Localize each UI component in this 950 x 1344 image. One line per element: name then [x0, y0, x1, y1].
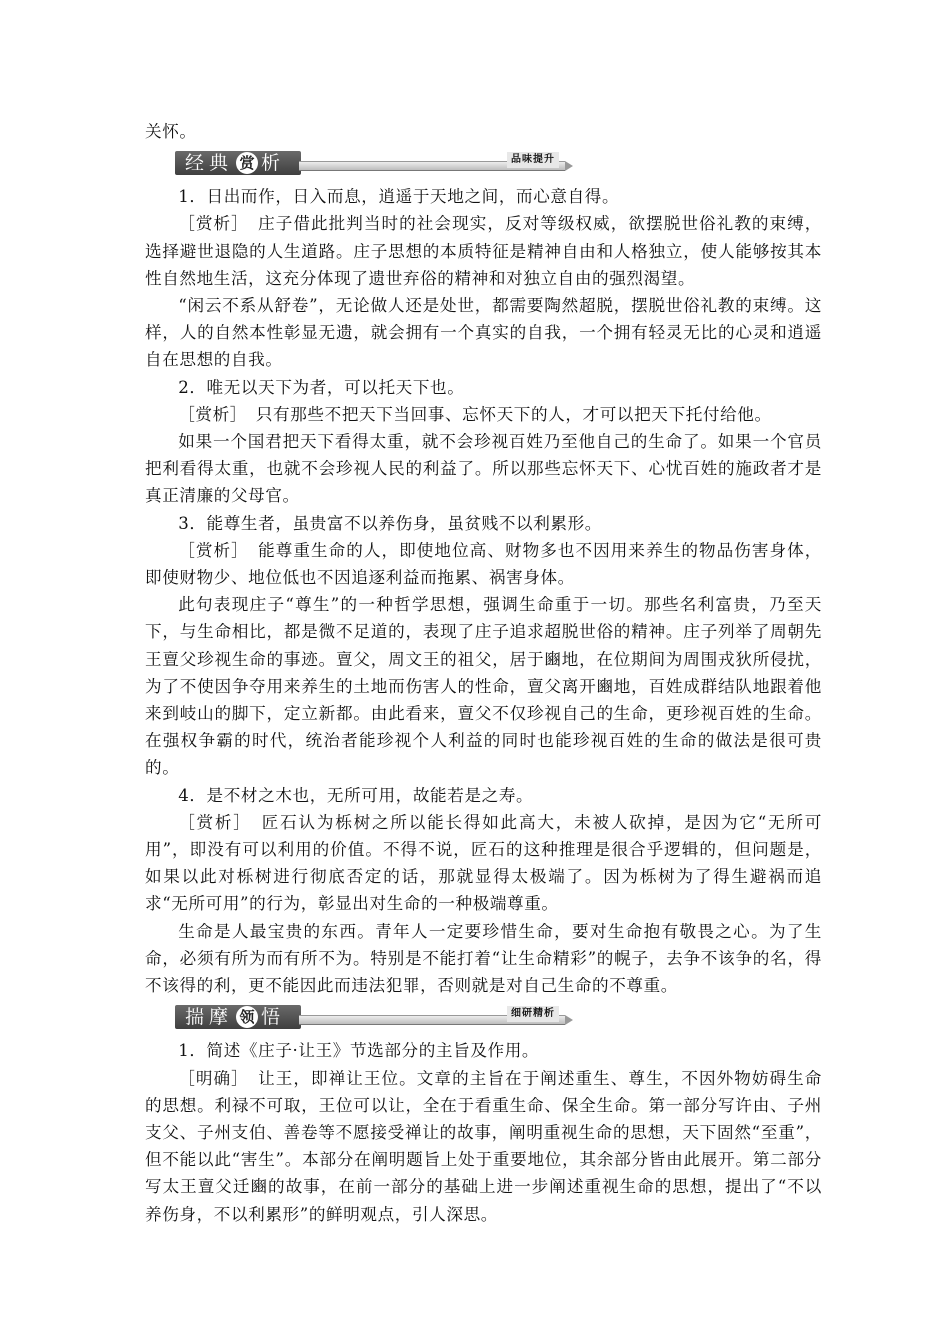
paragraph: 1．简述《庄子·让王》节选部分的主旨及作用。: [178, 1041, 540, 1061]
top-line: 关怀。: [145, 122, 197, 141]
paragraph: 生命是人最宝贵的东西。青年人一定要珍惜生命，要对生命抱有敬畏之心。为了生命，必须有所为而有所不为。特别是不能打着“让生命精彩”的幌子，去争不该争的名，得不该得的利，更不能因此而违法犯罪，否则就是对自己生命的不尊重。: [145, 921, 822, 996]
banner-title-part-b: 悟: [261, 1006, 286, 1029]
paragraph: ［赏析］ 庄子借此批判当时的社会现实，反对等级权威，欲摆脱世俗礼教的束缚，选择避世退隐的人生道路。庄子思想的本质特征是精神自由和人格独立，使人能够按其本性自然地生活，这充分体现了遗世弃俗的精神和对独立自由的强烈渴望。: [145, 214, 822, 288]
paragraph: 1．日出而作，日入而息，逍遥于天地之间，而心意自得。: [178, 187, 620, 207]
banner-title-part-a: 揣摩: [185, 1006, 234, 1029]
banner-tag: 细研精析: [507, 1006, 559, 1022]
banner-title-circle: 领: [236, 1006, 258, 1028]
banner-title: [185, 151, 285, 175]
paragraph: ［明确］ 让王，即禅让王位。文章的主旨在于阐述重生、尊生，不因外物妨碍生命的思想。利禄不可取，王位可以让，全在于看重生命、保全生命。第一部分写许由、子州支父、子州支伯、善卷等不愿接受禅让的故事，阐明重视生命的思想，天下固然“至重”，但不能以此“害生”。本部分在阐明题旨上处于重要地位，其余部分皆由此展开。第二部分写太王亶父迁豳的故事，在前一部分的基础上进一步阐述重视生命的思想，提出了“不以养伤身，不以利累形”的鲜明观点，引人深思。: [145, 1068, 822, 1224]
paragraph: 如果一个国君把天下看得太重，就不会珍视百姓乃至他自己的生命了。如果一个官员把利看得太重，也就不会珍视人民的利益了。所以那些忘怀天下、心忧百姓的施政者才是真正清廉的父母官。: [145, 432, 822, 506]
paragraph: ［赏析］ 只有那些不把天下当回事、忘怀天下的人，才可以把天下托付给他。: [178, 404, 772, 424]
paragraph: “闲云不系从舒卷”，无论做人还是处世，都需要陶然超脱，摆脱世俗礼教的束缚。这样，人的自然本性彰显无遗，就会拥有一个真实的自我，一个拥有轻灵无比的心灵和逍遥自在思想的自我。: [145, 296, 822, 370]
section-banner-ponder-comprehend: [175, 1003, 565, 1031]
paragraph: 3．能尊生者，虽贵富不以养伤身，虽贫贱不以利累形。: [178, 513, 602, 533]
paragraph: 2．唯无以天下为者，可以托天下也。: [178, 377, 465, 397]
banner-title: [185, 1005, 285, 1029]
paragraph: 此句表现庄子“尊生”的一种哲学思想，强调生命重于一切。那些名利富贵，乃至天下，与生命相比，都是微不足道的，表现了庄子追求超脱世俗的精神。庄子列举了周朝先王亶父珍视生命的事迹。亶父，周文王的祖父，居于豳地，在位期间为周围戎狄所侵扰，为了不使因争夺用来养生的土地而伤害人的性命，亶父离开豳地，百姓成群结队地跟着他来到岐山的脚下，定立新都。由此看来，亶父不仅珍视自己的生命，更珍视百姓的生命。在强权争霸的时代，统治者能珍视个人利益的同时也能珍视百姓的生命的做法是很可贵的。: [145, 595, 822, 778]
section-banner-classic-appreciation: [175, 149, 565, 177]
banner-tag: 品味提升: [507, 152, 559, 168]
banner-title-circle: 赏: [236, 152, 258, 174]
banner-title-part-a: 经典: [185, 152, 234, 175]
paragraph: 4．是不材之木也，无所可用，故能若是之寿。: [178, 785, 534, 805]
paragraph: ［赏析］ 能尊重生命的人，即使地位高、财物多也不因用来养生的物品伤害身体，即使财物少、地位低也不因追逐利益而拖累、祸害身体。: [145, 540, 822, 588]
paragraph: ［赏析］ 匠石认为栎树之所以能长得如此高大，未被人砍掉，是因为它“无所可用”，即没有可以利用的价值。不得不说，匠石的这种推理是很合乎逻辑的，但问题是，如果以此对栎树进行彻底否定的话，那就显得太极端了。因为栎树为了得生避祸而追求“无所可用”的行为，彰显出对生命的一种极端尊重。: [145, 812, 822, 914]
banner-title-part-b: 析: [261, 152, 286, 175]
